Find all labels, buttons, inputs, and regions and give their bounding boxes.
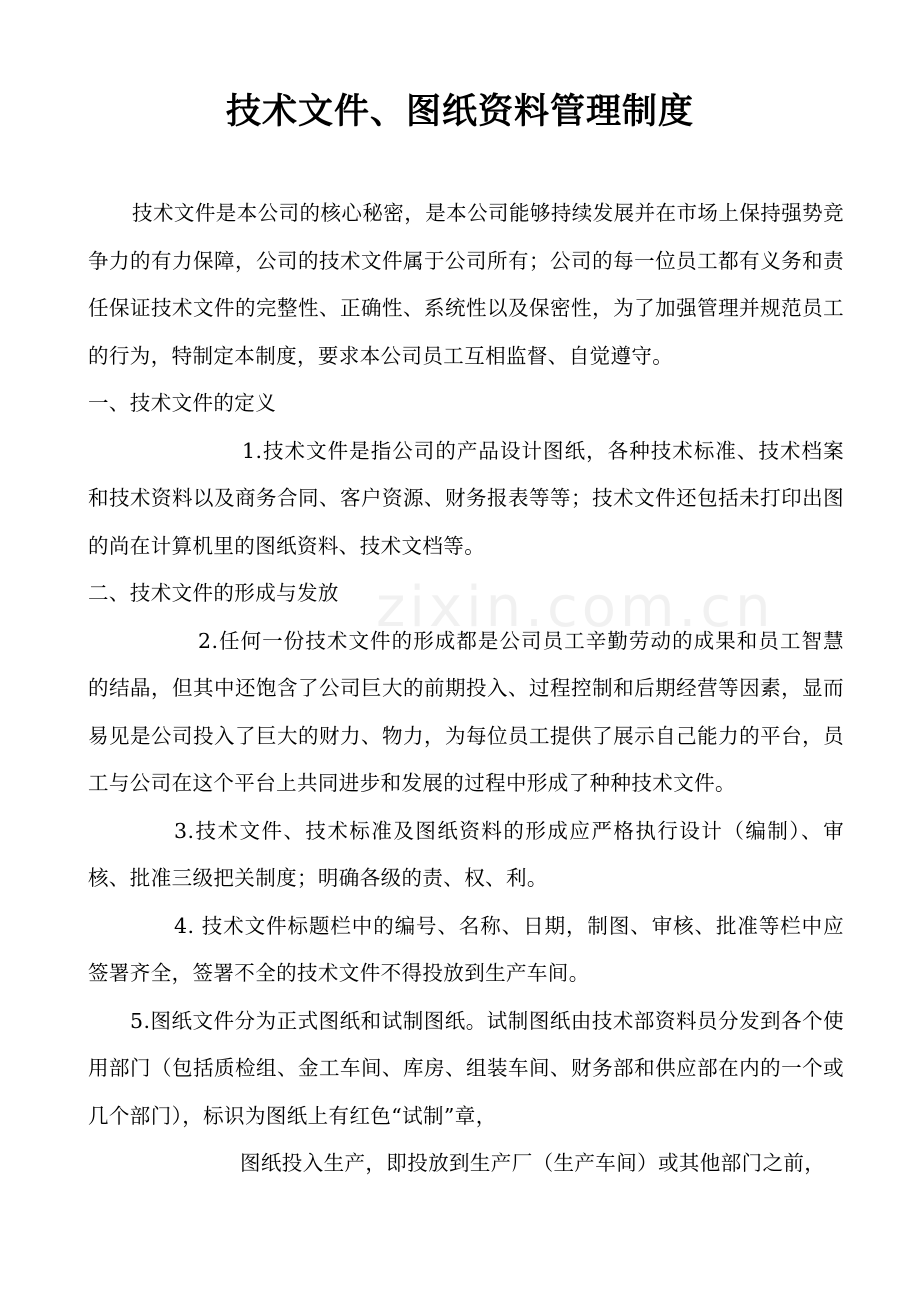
intro-paragraph: 技术文件是本公司的核心秘密，是本公司能够持续发展并在市场上保持强势竞争力的有力保障，公司的技术文件属于公司所有；公司的每一位员工都有义务和责任保证技术文件的完整性、正确性、系统性以及保密性，为了加强管理并规范员工的行为，特制定本制度，要求本公司员工互相监督、自觉遵守。 bbox=[88, 201, 844, 368]
clause-1-paragraph: 1.技术文件是指公司的产品设计图纸，各种技术标准、技术档案和技术资料以及商务合同、客户资源、财务报表等等；技术文件还包括未打印出图的尚在计算机里的图纸资料、技术文档等。 bbox=[88, 438, 844, 558]
document-title: 技术文件、图纸资料管理制度 bbox=[225, 92, 694, 132]
continuation-paragraph: 图纸投入生产，即投放到生产厂（生产车间）或其他部门之前， bbox=[240, 1151, 826, 1175]
section-heading-formation: 二、技术文件的形成与发放 bbox=[88, 581, 339, 605]
section-heading-definition: 一、技术文件的定义 bbox=[88, 391, 277, 415]
clause-3-paragraph: 3.技术文件、技术标准及图纸资料的形成应严格执行设计（编制）、审核、批准三级把关制度；明确各级的责、权、利。 bbox=[88, 818, 844, 890]
document-body bbox=[88, 190, 844, 1188]
clause-5-paragraph: 5.图纸文件分为正式图纸和试制图纸。试制图纸由技术部资料员分发到各个使用部门（包括质检组、金工车间、库房、组装车间、财务部和供应部在内的一个或几个部门），标识为图纸上有红色“试制”章， bbox=[88, 1008, 844, 1128]
clause-2-paragraph: 2.任何一份技术文件的形成都是公司员工辛勤劳动的成果和员工智慧的结晶，但其中还饱含了公司巨大的前期投入、过程控制和后期经营等因素，显而易见是公司投入了巨大的财力、物力，为每位员工提供了展示自己能力的平台，员工与公司在这个平台上共同进步和发展的过程中形成了种种技术文件。 bbox=[88, 628, 844, 795]
watermark-text: zixin.com.cn bbox=[376, 575, 775, 640]
clause-4-paragraph: 4. 技术文件标题栏中的编号、名称、日期，制图、审核、批准等栏中应签署齐全，签署不全的技术文件不得投放到生产车间。 bbox=[88, 913, 844, 985]
